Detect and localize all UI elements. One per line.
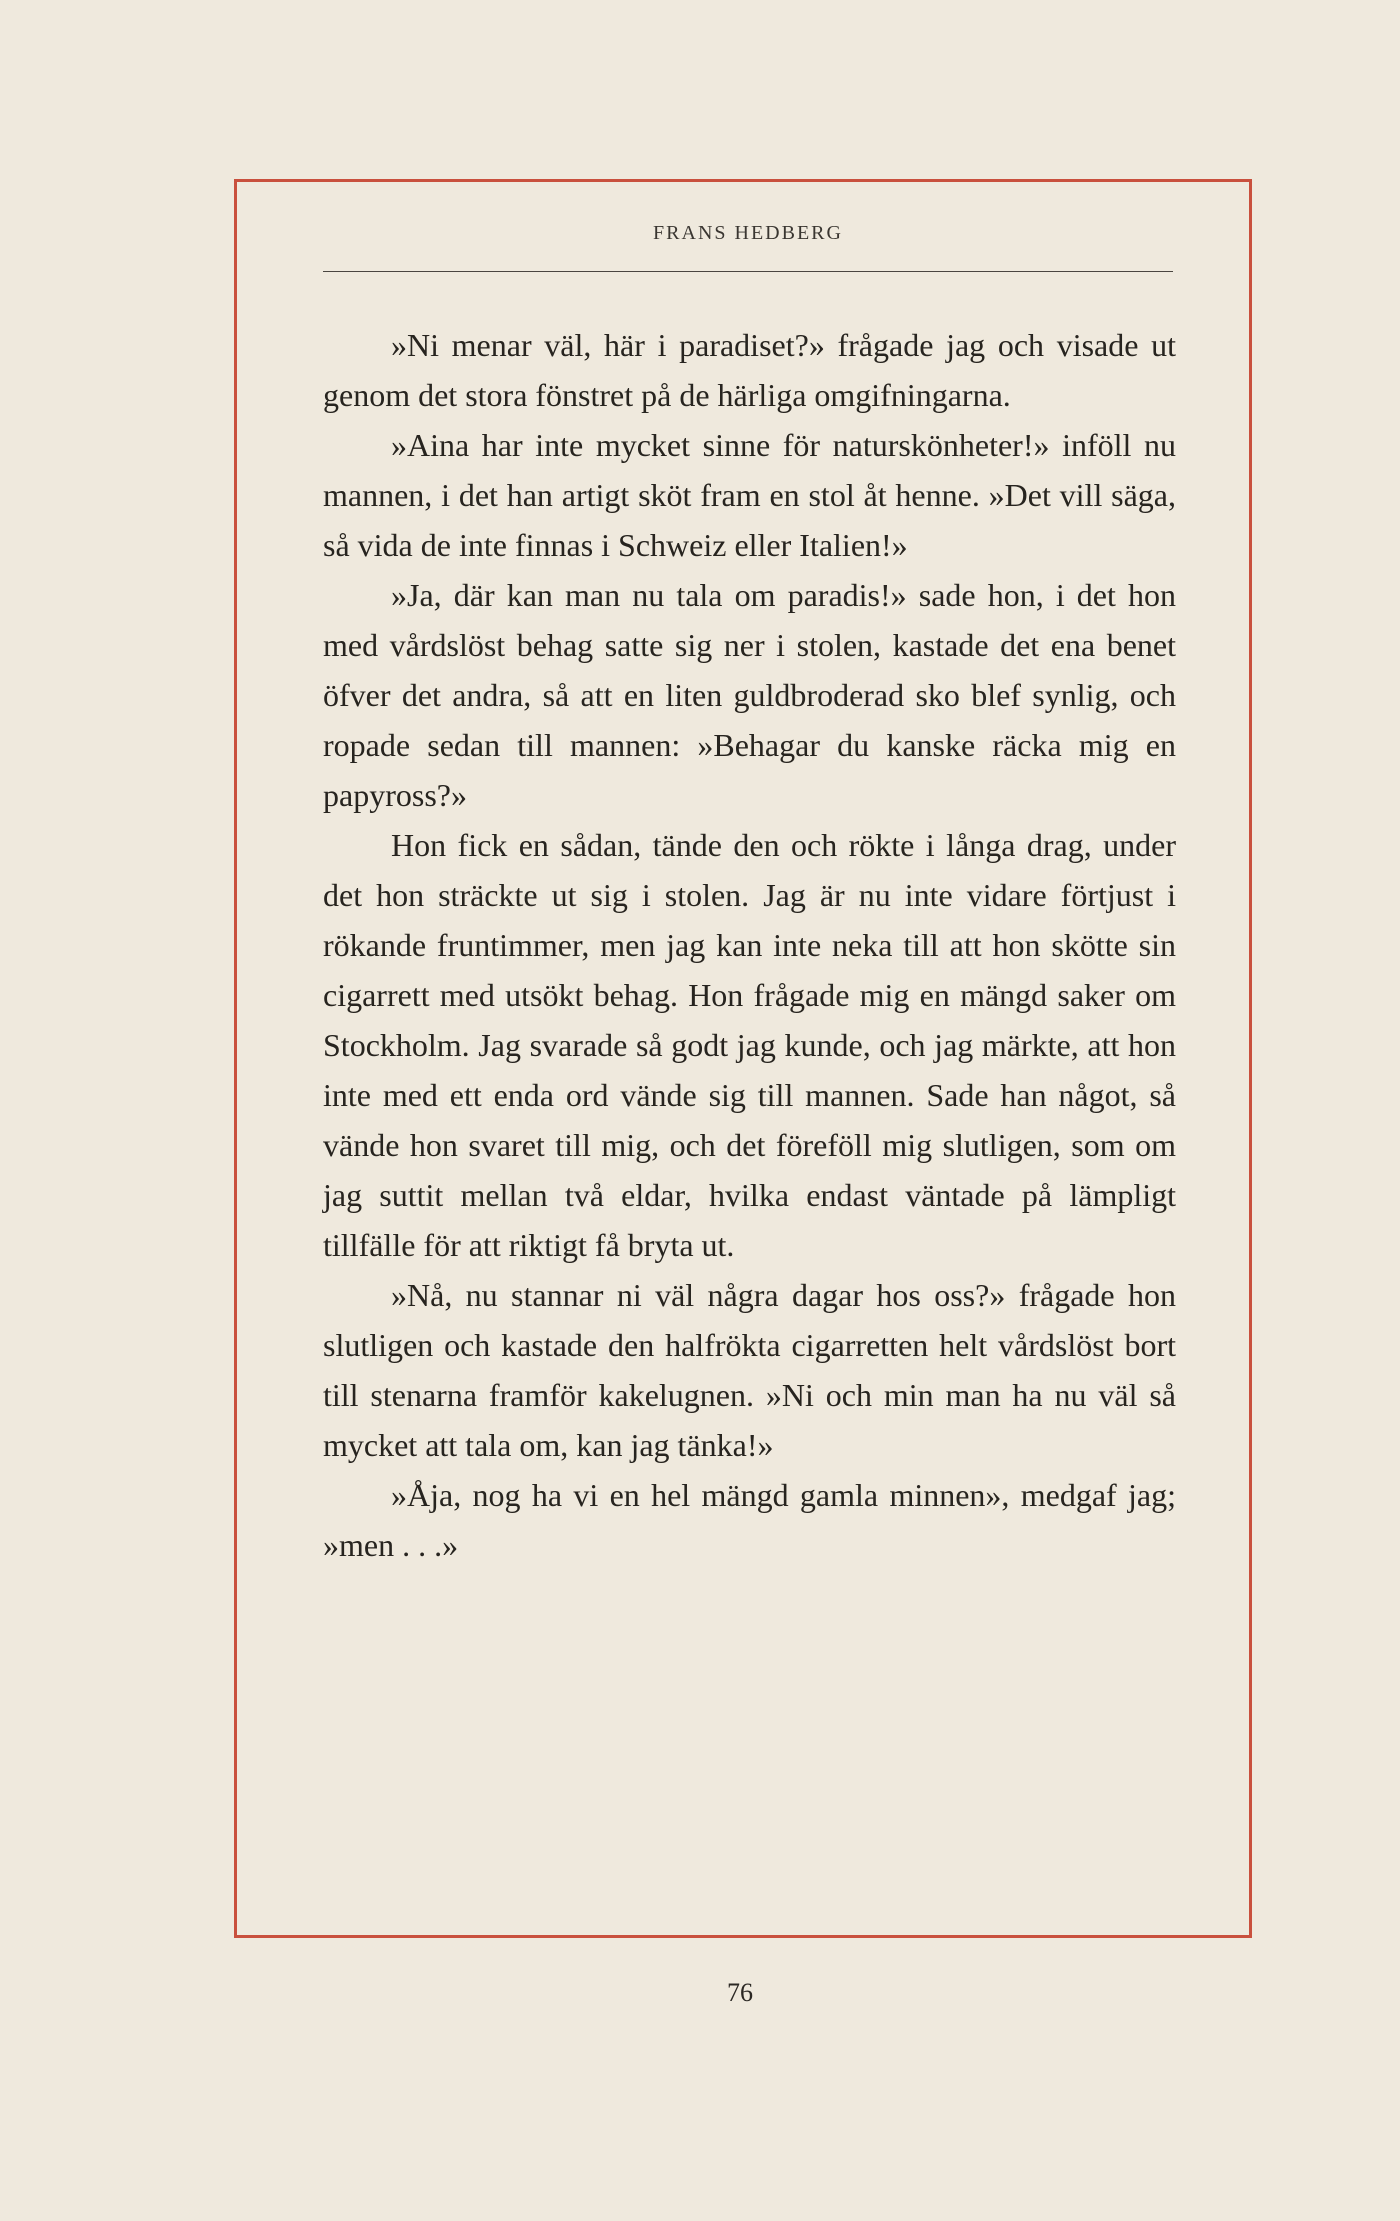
paragraph: »Ja, där kan man nu tala om paradis!» sade hon, i det hon med vårdslöst behag satte sig ner i stolen, kastade det ena benet öfver det andra, så att en liten guldbroderad sko blef synlig, och ropade sedan till mannen: »Behagar du kanske räcka mig en papyross?»: [323, 577, 1176, 813]
page-number: 76: [727, 1978, 753, 2007]
paragraph: »Åja, nog ha vi en hel mängd gamla minnen», medgaf jag; »men . . .»: [323, 1477, 1176, 1563]
header-rule: [323, 271, 1173, 272]
body-text: [323, 320, 1176, 1570]
paragraph: Hon fick en sådan, tände den och rökte i långa drag, under det hon sträckte ut sig i stolen. Jag är nu inte vidare förtjust i rökande fruntimmer, men jag kan inte neka till att hon skötte sin cigarrett med utsökt behag. Hon frågade mig en mängd saker om Stockholm. Jag svarade så godt jag kunde, och jag märkte, att hon inte med ett enda ord vände sig till mannen. Sade han något, så vände hon svaret till mig, och det föreföll mig slutligen, som om jag suttit mellan två eldar, hvilka endast väntade på lämpligt tillfälle för att riktigt få bryta ut.: [323, 827, 1176, 1263]
paragraph: »Ni menar väl, här i paradiset?» frågade jag och visade ut genom det stora fönstret på de härliga omgifningarna.: [323, 327, 1176, 413]
running-title: FRANS HEDBERG: [653, 222, 843, 244]
paragraph: »Aina har inte mycket sinne för naturskönheter!» inföll nu mannen, i det han artigt sköt fram en stol åt henne. »Det vill säga, så vida de inte finnas i Schweiz eller Italien!»: [323, 427, 1176, 563]
paragraph: »Nå, nu stannar ni väl några dagar hos oss?» frågade hon slutligen och kastade den halfrökta cigarretten helt vårdslöst bort till stenarna framför kakelugnen. »Ni och min man ha nu väl så mycket att tala om, kan jag tänka!»: [323, 1277, 1176, 1463]
